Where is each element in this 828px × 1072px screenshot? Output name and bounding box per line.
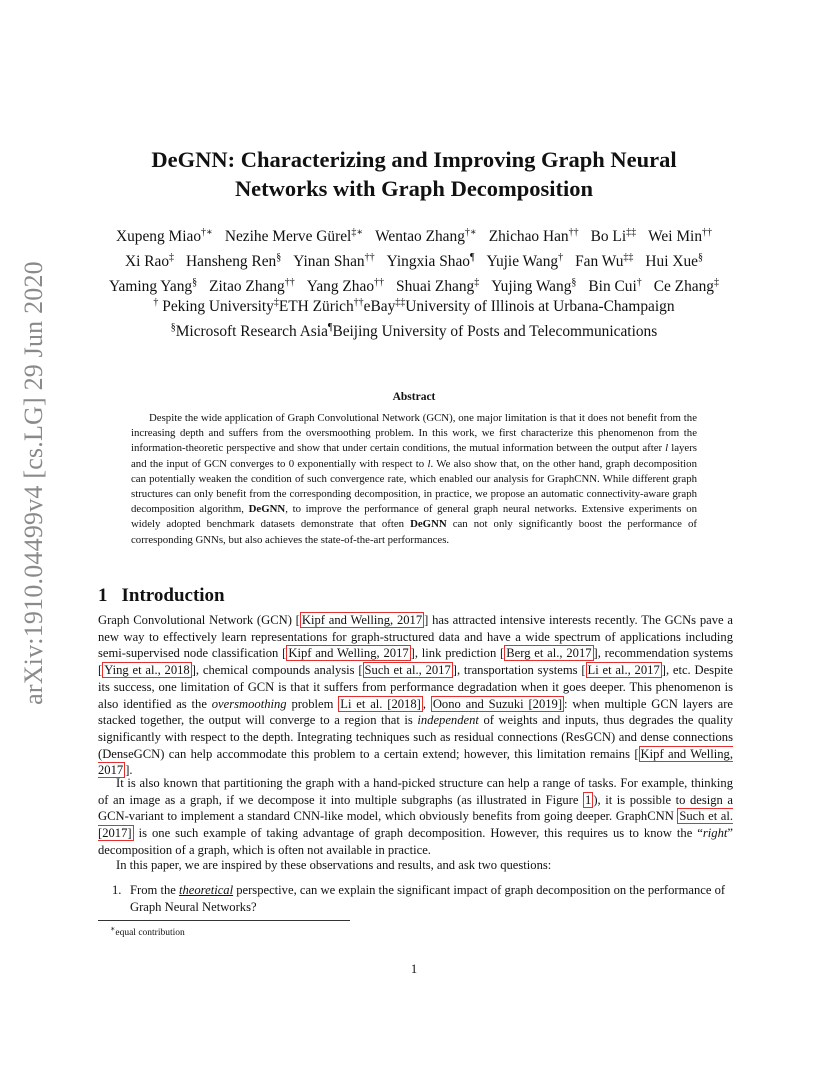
title-prefix: DeGNN xyxy=(151,147,228,172)
affiliation: ‡ETH Zürich xyxy=(273,297,354,316)
author-name: Bo Li‡‡ xyxy=(590,227,637,246)
arxiv-identifier-stamp: arXiv:1910.04499v4 [cs.LG] 29 Jun 2020 xyxy=(19,261,48,705)
author-name: Wei Min†† xyxy=(648,227,713,246)
author-name: Bin Cui† xyxy=(588,277,642,296)
author-line-1 xyxy=(92,222,736,247)
author-name: Ce Zhang‡ xyxy=(653,277,719,296)
figure-link[interactable]: 1 xyxy=(585,792,592,807)
citation-link[interactable]: Berg et al., 2017 xyxy=(506,646,592,661)
citation-link[interactable]: Ying et al., 2018 xyxy=(104,663,190,678)
section-number: 1 xyxy=(98,585,108,606)
author-list xyxy=(92,222,736,297)
citation-link[interactable]: Kipf and Welling, 2017 xyxy=(288,646,409,661)
citation-link[interactable]: Such et al. [2017] xyxy=(98,809,734,841)
author-name: Zhichao Han†† xyxy=(488,227,579,246)
affiliation-list xyxy=(92,292,736,342)
list-item: 1. From the theoretical perspective, can we explain the significant impact of graph decomposition on the performance of Graph Neural Networks? xyxy=(112,883,726,914)
footnote-mark: ∗ xyxy=(110,924,116,933)
author-name: Fan Wu‡‡ xyxy=(575,252,634,271)
author-name: Shuai Zhang‡ xyxy=(396,277,480,296)
author-name: Nezihe Merve Gürel‡∗ xyxy=(224,227,364,246)
affiliation: ††eBay xyxy=(353,297,396,316)
author-name: Xi Rao‡ xyxy=(125,252,175,271)
author-name: Yujie Wang† xyxy=(486,252,564,271)
author-name: Yujing Wang§ xyxy=(491,277,577,296)
section-title: Introduction xyxy=(121,585,225,606)
affiliation-line-1 xyxy=(92,292,736,317)
affiliation-line-2 xyxy=(92,317,736,342)
citation-link[interactable]: Li et al. [2018] xyxy=(340,696,421,711)
intro-paragraph-3: In this paper, we are inspired by these observations and results, and ask two questions: xyxy=(116,858,552,872)
citation-link[interactable]: Kipf and Welling, 2017 xyxy=(301,613,423,627)
author-name: Wentao Zhang†∗ xyxy=(375,227,477,246)
citation-link[interactable]: Such et al., 2017 xyxy=(364,663,451,678)
list-marker: 1. xyxy=(112,883,122,897)
author-name: Zitao Zhang†† xyxy=(209,277,295,296)
paper-title xyxy=(100,145,728,203)
intro-paragraph-2: It is also known that partitioning the graph with a hand-picked structure can help a range of tasks. For example, thinking of an image as a graph, if we decompose it into multiple subgraphs (as illustrated in Figure 1 ), it is possible to design a GCN-variant to implement a standard CNN-like model, which obviously benefits from going deeper. GraphCNN Such et al. [2017] is one such example of taking advantage of graph decomposition. However, this requires us to know the “right” decomposition of a graph, which is often not available in practice. xyxy=(98,776,734,857)
author-name: Yaming Yang§ xyxy=(108,277,198,296)
intro-paragraph-1: Graph Convolutional Network (GCN) [ Kipf and Welling, 2017 ] has attracted intensive interests recently. The GCNs pave a new way to effectively learn representations for graph-structured data and have a wide spectrum of applications including semi-supervised node classification [ Kipf and Welling, 2017 ], link prediction [ Berg et al., 2017 ], recommendation systems [ Ying et al., 2018 ], chemical compounds analysis [ Such et al., 2017 ], transportation systems [ Li et al., 2017 ], etc. Despite its success, one limitation of GCN is that it suffers from performance degradation when it goes deeper. This phenomenon is also identified as the oversmoothing problem Li et al. [2018] , Oono and Suzuki [2019] : when multiple GCN layers are stacked together, the output will converge to a region that is independent of weights and inputs, thus degrades the quality significantly with respect to the depth. Integrating techniques such as residual connections (ResGCN) and dense connections (DenseGCN) can help accommodate this problem to a certain extend; however, this limitation remains [ Kipf and Welling, 2017 ]. xyxy=(98,613,734,778)
title-rest: : Characterizing and Improving Graph Neural xyxy=(227,147,677,172)
citation-link[interactable]: Li et al., 2017 xyxy=(587,663,660,678)
title-line-2: Networks with Graph Decomposition xyxy=(234,176,594,201)
author-name: Yingxia Shao¶ xyxy=(386,252,475,271)
footnote-text: equal contribution xyxy=(115,928,185,939)
citation-link[interactable]: Oono and Suzuki [2019] xyxy=(432,696,563,711)
abstract-text: Despite the wide application of Graph Convolutional Network (GCN), one major limitation is that it does not benefit from the increasing depth and suffers from the oversmoothing problem. In this work, we first characterize this phenomenon from the information-theoretic perspective and show that under certain conditions, the mutual information between the output after l layers and the input of GCN converges to 0 exponentially with respect to l. We also show that, on the other hand, graph decomposition can potentially weaken the condition of such convergence rate, which enabled our analysis for GraphCNN. While different graph structures can only benefit from the corresponding decomposition, in practice, we propose an automatic connectivity-aware graph decomposition algorithm, DeGNN, to improve the performance of general graph neural networks. Extensive experiments on widely adopted benchmark datasets demonstrate that often DeGNN can not only significantly boost the performance of corresponding GNNs, but also achieves the state-of-the-art performances. xyxy=(131,412,698,546)
citation-link[interactable]: Kipf and Welling, 2017 xyxy=(98,746,733,778)
abstract-heading: Abstract xyxy=(392,391,436,403)
section-heading-introduction xyxy=(98,585,225,607)
author-name: Hansheng Ren§ xyxy=(186,252,282,271)
author-line-2 xyxy=(92,247,736,272)
footnote xyxy=(110,924,185,938)
affiliation: ¶Beijing University of Posts and Telecommunications xyxy=(327,322,658,341)
page-number: 1 xyxy=(410,962,418,976)
author-name: Yinan Shan†† xyxy=(293,252,375,271)
affiliation: † Peking University xyxy=(153,297,274,316)
author-name: Hui Xue§ xyxy=(645,252,703,271)
footnote-divider xyxy=(98,920,350,921)
affiliation: §Microsoft Research Asia xyxy=(170,322,328,341)
author-name: Xupeng Miao†∗ xyxy=(115,227,213,246)
author-name: Yang Zhao†† xyxy=(306,277,385,296)
affiliation: ‡‡University of Illinois at Urbana-Champaign xyxy=(395,297,675,316)
